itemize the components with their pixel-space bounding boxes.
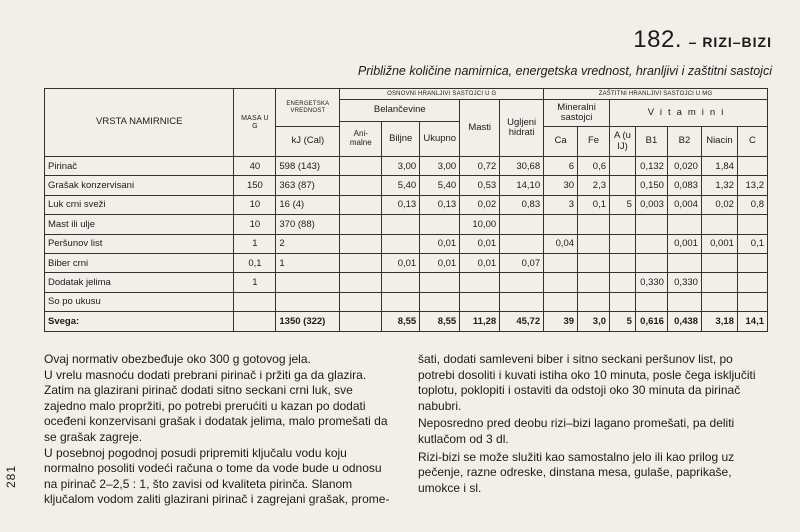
cell-ug — [500, 292, 544, 311]
cell-b2 — [667, 215, 701, 234]
cell-b2: 0,438 — [667, 312, 701, 331]
cell-fe — [578, 215, 610, 234]
cell-bi: 8,55 — [382, 312, 420, 331]
cell-b2 — [667, 292, 701, 311]
paragraph: Neposredno pred deobu rizi–bizi lagano promešati, pa deliti kutlačom od 3 dl. — [418, 416, 735, 446]
cell-masa: 150 — [234, 176, 276, 195]
paragraph: U vrelu masnoću dodati prebrani pirinač i pržiti ga da glazira. Zatim na glazirani pirinač dodati sitno seckani crni luk, sve zajedno malo propržiti, po potrebi prerućiti u kazan po dodati oceđeni konzervisani grašak i dodatak jelima, malo promešati da se grašak zagreje. — [44, 367, 388, 444]
cell-ni — [701, 273, 737, 292]
cell-a — [610, 253, 636, 272]
cell-b1: 0,150 — [635, 176, 667, 195]
cell-c: 0,1 — [737, 234, 767, 253]
cell-uk: 0,01 — [420, 234, 460, 253]
header-masti: Masti — [460, 100, 500, 157]
cell-masa: 1 — [234, 234, 276, 253]
cell-a — [610, 176, 636, 195]
cell-ma: 11,28 — [460, 312, 500, 331]
cell-ug: 14,10 — [500, 176, 544, 195]
header-vrsta: VRSTA NAMIRNICE — [45, 89, 234, 157]
table-total-row — [45, 312, 768, 331]
cell-b2: 0,020 — [667, 157, 701, 176]
cell-ug: 45,72 — [500, 312, 544, 331]
cell-ca: 3 — [544, 195, 578, 214]
cell-uk: 0,13 — [420, 195, 460, 214]
cell-fe: 0,1 — [578, 195, 610, 214]
cell-c — [737, 273, 767, 292]
cell-ca — [544, 253, 578, 272]
header-vitamini: Vitamini — [610, 100, 768, 127]
cell-masa: 0,1 — [234, 253, 276, 272]
table-row — [45, 176, 768, 195]
cell-bi: 3,00 — [382, 157, 420, 176]
cell-b2: 0,083 — [667, 176, 701, 195]
cell-ug: 0,83 — [500, 195, 544, 214]
cell-an — [340, 292, 382, 311]
cell-ni: 0,02 — [701, 195, 737, 214]
cell-bi — [382, 215, 420, 234]
cell-c — [737, 215, 767, 234]
cell-bi: 5,40 — [382, 176, 420, 195]
cell-kj: 363 (87) — [276, 176, 340, 195]
cell-uk — [420, 292, 460, 311]
cell-c — [737, 157, 767, 176]
cell-kj: 16 (4) — [276, 195, 340, 214]
header-belancevine: Belančevine — [340, 100, 460, 122]
cell-kj: 1 — [276, 253, 340, 272]
cell-c — [737, 253, 767, 272]
cell-ca — [544, 292, 578, 311]
cell-b2: 0,330 — [667, 273, 701, 292]
cell-kj: 598 (143) — [276, 157, 340, 176]
cell-masa: 40 — [234, 157, 276, 176]
paragraph: U posebnoj pogodnoj posudi pripremiti ključalu vodu koju normalno posoliti vodeći računa o tome da vode bude u odnosu na pirinač 2–2,5 : 1, što zavisi od kvaliteta pirinča. Slanom ključalom vodom zaliti glazirani pirinač i zagrejani grašak, prome- — [44, 445, 390, 507]
method-text-right — [418, 352, 770, 498]
cell-an — [340, 195, 382, 214]
table-row — [45, 195, 768, 214]
method-text-left — [44, 352, 398, 508]
cell-masa: 10 — [234, 195, 276, 214]
cell-an — [340, 273, 382, 292]
header-niacin: Niacin — [701, 127, 737, 157]
header-animalne: Ani- malne — [340, 122, 382, 157]
cell-ug: 0,07 — [500, 253, 544, 272]
cell-ca: 0,04 — [544, 234, 578, 253]
cell-b1: 0,330 — [635, 273, 667, 292]
header-c: C — [737, 127, 767, 157]
cell-masa: 10 — [234, 215, 276, 234]
cell-kj: 370 (88) — [276, 215, 340, 234]
cell-a — [610, 234, 636, 253]
cell-uk — [420, 215, 460, 234]
cell-ca — [544, 273, 578, 292]
cell-b2: 0,004 — [667, 195, 701, 214]
header-a: A (u IJ) — [610, 127, 636, 157]
cell-kj: 2 — [276, 234, 340, 253]
header-b1: B1 — [635, 127, 667, 157]
cell-a — [610, 157, 636, 176]
header-ukupno: Ukupno — [420, 122, 460, 157]
cell-fe — [578, 273, 610, 292]
header-kj: kJ (Cal) — [276, 127, 340, 157]
cell-masa: 1 — [234, 273, 276, 292]
cell-b2: 0,001 — [667, 234, 701, 253]
paragraph: Ovaj normativ obezbeđuje oko 300 g gotovog jela. — [44, 352, 311, 366]
cell-an — [340, 253, 382, 272]
header-osnovni: OSNOVNI HRANLJIVI SASTOJCI U G — [340, 89, 544, 100]
cell-masa — [234, 292, 276, 311]
cell-b1: 0,003 — [635, 195, 667, 214]
cell-bi: 0,13 — [382, 195, 420, 214]
cell-ma: 0,02 — [460, 195, 500, 214]
cell-ug — [500, 234, 544, 253]
cell-ug — [500, 273, 544, 292]
table-subtitle: Približne količine namirnica, energetska vrednost, hranljivi i zaštitni sastojci — [357, 64, 772, 78]
cell-b1 — [635, 234, 667, 253]
table-row — [45, 157, 768, 176]
header-ugljeni: Ugljeni hidrati — [500, 100, 544, 157]
table-row — [45, 215, 768, 234]
cell-an — [340, 215, 382, 234]
cell-name: Dodatak jelima — [45, 273, 234, 292]
table-row — [45, 292, 768, 311]
header-fe: Fe — [578, 127, 610, 157]
table-row — [45, 234, 768, 253]
cell-ni: 3,18 — [701, 312, 737, 331]
cell-ma: 0,72 — [460, 157, 500, 176]
header-biljne: Biljne — [382, 122, 420, 157]
cell-ug: 30,68 — [500, 157, 544, 176]
cell-ni: 0,001 — [701, 234, 737, 253]
header-mineralni: Mineralni sastojci — [544, 100, 610, 127]
recipe-name: – RIZI–BIZI — [688, 34, 772, 50]
cell-bi — [382, 234, 420, 253]
page-number: 281 — [4, 464, 18, 488]
cell-ug — [500, 215, 544, 234]
cell-ni — [701, 215, 737, 234]
cell-b1: 0,616 — [635, 312, 667, 331]
cell-c — [737, 292, 767, 311]
cell-an — [340, 176, 382, 195]
cell-a — [610, 273, 636, 292]
cell-ca — [544, 215, 578, 234]
cell-fe — [578, 234, 610, 253]
cell-name: Svega: — [45, 312, 234, 331]
cell-a: 5 — [610, 195, 636, 214]
cell-kj — [276, 273, 340, 292]
cell-b1 — [635, 292, 667, 311]
cell-b1 — [635, 215, 667, 234]
cell-bi: 0,01 — [382, 253, 420, 272]
cell-fe — [578, 292, 610, 311]
cell-a: 5 — [610, 312, 636, 331]
cell-ca: 6 — [544, 157, 578, 176]
paragraph: Rizi-bizi se može služiti kao samostalno jelo ili kao prilog uz pečenje, razne odreske, dinstana mesa, gulaše, paprikaše, umokce i sl. — [418, 449, 735, 495]
cell-name: Biber crni — [45, 253, 234, 272]
cell-b1: 0,132 — [635, 157, 667, 176]
cell-bi — [382, 292, 420, 311]
cell-ma: 0,01 — [460, 253, 500, 272]
cell-ma: 0,53 — [460, 176, 500, 195]
cell-c: 13,2 — [737, 176, 767, 195]
cell-ca: 39 — [544, 312, 578, 331]
cell-masa — [234, 312, 276, 331]
paragraph: šati, dodati samleveni biber i sitno seckani peršunov list, po potrebi dosoliti i kuvati istiha oko 10 minuta, posle čega isključiti toplotu, poklopiti i ostaviti da odstoji oko 30 minuta da pirinač nabubri. — [418, 352, 756, 413]
cell-ni: 1,32 — [701, 176, 737, 195]
cell-fe: 0,6 — [578, 157, 610, 176]
cell-an — [340, 157, 382, 176]
cell-ma — [460, 292, 500, 311]
cell-fe: 3,0 — [578, 312, 610, 331]
cell-ma: 0,01 — [460, 234, 500, 253]
cell-b1 — [635, 253, 667, 272]
cell-c: 0,8 — [737, 195, 767, 214]
cell-ca: 30 — [544, 176, 578, 195]
cell-bi — [382, 273, 420, 292]
cell-an — [340, 234, 382, 253]
cell-fe — [578, 253, 610, 272]
cell-b2 — [667, 253, 701, 272]
header-b2: B2 — [667, 127, 701, 157]
cell-fe: 2,3 — [578, 176, 610, 195]
cell-name: Peršunov list — [45, 234, 234, 253]
cell-kj — [276, 292, 340, 311]
header-masa: MASA U G — [234, 89, 276, 157]
cell-a — [610, 215, 636, 234]
table-row — [45, 273, 768, 292]
table-row — [45, 253, 768, 272]
recipe-number: 182. — [633, 26, 683, 53]
header-ca: Ca — [544, 127, 578, 157]
cell-ni: 1,84 — [701, 157, 737, 176]
cell-uk: 5,40 — [420, 176, 460, 195]
cell-name: Mast ili ulje — [45, 215, 234, 234]
cell-name: Pirinač — [45, 157, 234, 176]
cell-c: 14,1 — [737, 312, 767, 331]
cell-an — [340, 312, 382, 331]
cell-uk: 3,00 — [420, 157, 460, 176]
cell-name: So po ukusu — [45, 292, 234, 311]
cell-ni — [701, 253, 737, 272]
cell-ma — [460, 273, 500, 292]
cell-name: Luk crni sveži — [45, 195, 234, 214]
cell-uk: 0,01 — [420, 253, 460, 272]
cell-uk — [420, 273, 460, 292]
cell-uk: 8,55 — [420, 312, 460, 331]
cell-ni — [701, 292, 737, 311]
header-energetska: ENERGETSKA VREDNOST — [276, 89, 340, 127]
cell-name: Grašak konzervisani — [45, 176, 234, 195]
recipe-title — [633, 26, 772, 54]
nutrition-table — [44, 88, 768, 332]
cell-kj: 1350 (322) — [276, 312, 340, 331]
header-zastitni: ZAŠTITNI HRANLJIVI SASTOJCI U MG — [544, 89, 768, 100]
cell-a — [610, 292, 636, 311]
cell-ma: 10,00 — [460, 215, 500, 234]
